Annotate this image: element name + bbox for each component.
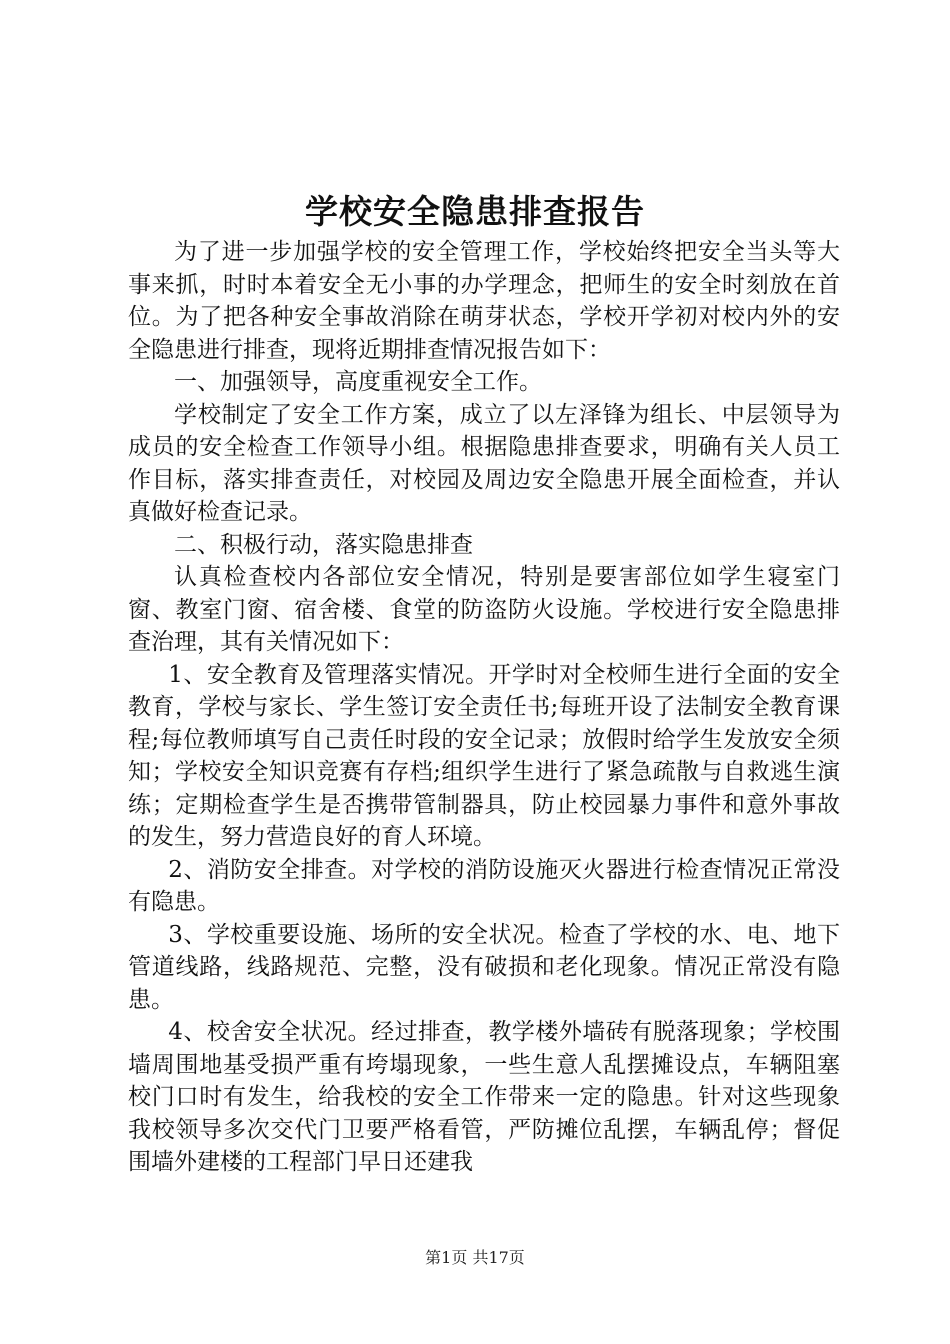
section-heading-2: 二、积极行动，落实隐患排查 (174, 531, 473, 558)
page-footer: 第1页 共17页 (425, 1248, 525, 1267)
document-body (128, 236, 840, 1179)
list-item-4: 4、校舍安全状况。经过排查，教学楼外墙砖有脱落现象；学校围墙周围地基受损严重有垮塌现象，一些生意人乱摆摊设点，车辆阻塞校门口时有发生，给我校的安全工作带来一定的隐患。针对这些现象我校领导多次交代门卫要严格看管，严防摊位乱摆，车辆乱停；督促围墙外建楼的工程部门早日还建我 (128, 1019, 840, 1175)
list-item-1: 1、安全教育及管理落实情况。开学时对全校师生进行全面的安全教育，学校与家长、学生签订安全责任书;每班开设了法制安全教育课程;每位教师填写自己责任时段的安全记录；放假时给学生发放安全须知；学校安全知识竞赛有存档;组织学生进行了紧急疏散与自救逃生演练；定期检查学生是否携带管制器具，防止校园暴力事件和意外事故的发生，努力营造良好的育人环境。 (128, 661, 840, 850)
list-item-3: 3、学校重要设施、场所的安全状况。检查了学校的水、电、地下管道线路，线路规范、完整，没有破损和老化现象。情况正常没有隐患。 (128, 921, 840, 1013)
document-title: 学校安全隐患排查报告 (305, 192, 645, 231)
paragraph-leadership: 学校制定了安全工作方案，成立了以左泽锋为组长、中层领导为成员的安全检查工作领导小组。根据隐患排查要求，明确有关人员工作目标，落实排查责任，对校园及周边安全隐患开展全面检查，并认真做好检查记录。 (128, 401, 840, 525)
paragraph-intro: 为了进一步加强学校的安全管理工作，学校始终把安全当头等大事来抓，时时本着安全无小事的办学理念，把师生的安全时刻放在首位。为了把各种安全事故消除在萌芽状态，学校开学初对校内外的安全隐患进行排查，现将近期排查情况报告如下： (128, 239, 840, 363)
list-item-2: 2、消防安全排查。对学校的消防设施灭火器进行检查情况正常没有隐患。 (128, 856, 840, 915)
paragraph-inspection: 认真检查校内各部位安全情况，特别是要害部位如学生寝室门窗、教室门窗、宿舍楼、食堂的防盗防火设施。学校进行安全隐患排查治理，其有关情况如下： (128, 564, 840, 655)
section-heading-1: 一、加强领导，高度重视安全工作。 (174, 369, 542, 395)
